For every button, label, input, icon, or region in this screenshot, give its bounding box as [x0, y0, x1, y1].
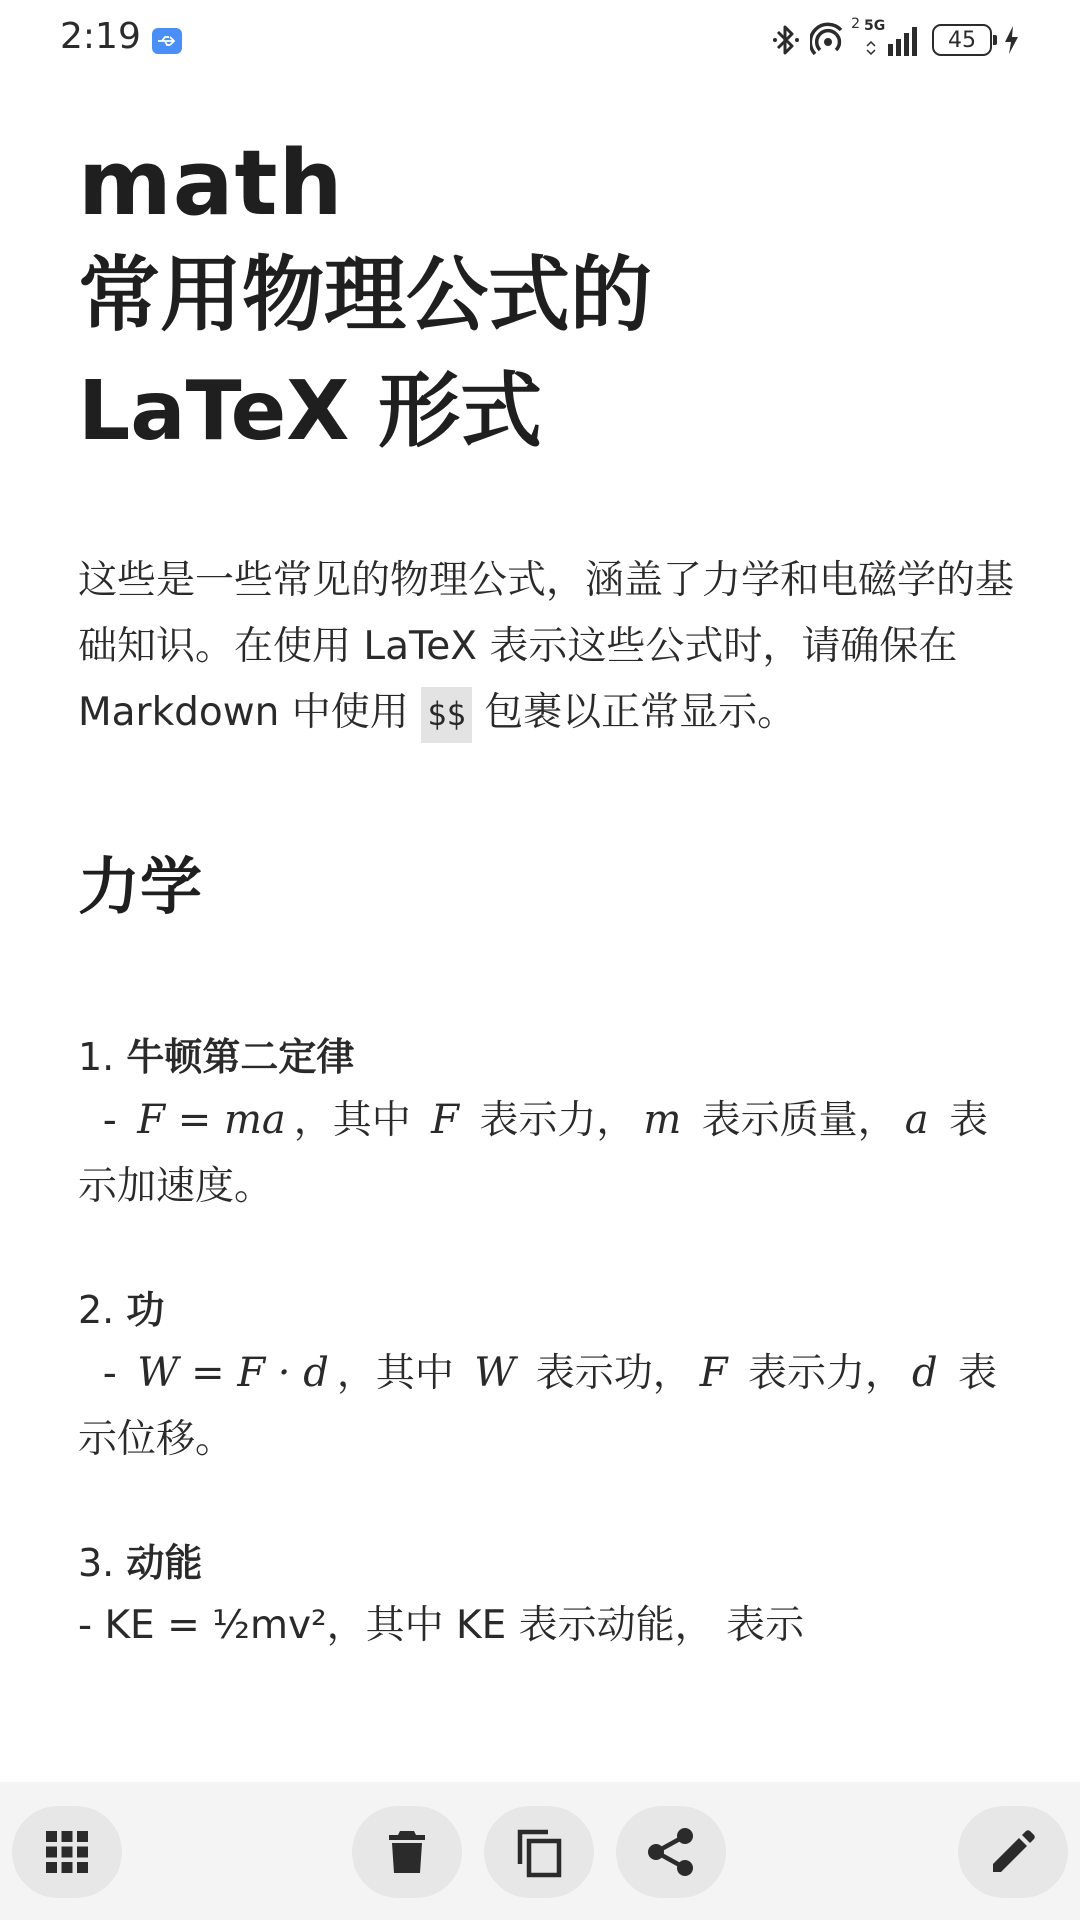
battery-level: 45	[948, 27, 976, 53]
inline-code: $$	[421, 687, 472, 743]
math-variable: a	[904, 1097, 929, 1143]
math-variable: W	[474, 1350, 516, 1396]
apps-button[interactable]	[12, 1806, 122, 1898]
body-text: 表示力，	[735, 1351, 904, 1396]
edit-button[interactable]	[958, 1806, 1068, 1898]
hotspot-count: 2	[851, 16, 860, 32]
list-item-title: 功	[126, 1288, 165, 1332]
body-text: 表示功，	[523, 1351, 692, 1396]
document-content	[78, 110, 1018, 1659]
bottom-toolbar	[0, 1782, 1080, 1920]
list-item	[78, 1027, 1018, 1220]
trash-icon	[387, 1829, 427, 1875]
delete-button[interactable]	[352, 1806, 462, 1898]
formula: W = F · d	[137, 1350, 329, 1396]
list-item-body	[78, 1087, 1018, 1220]
list-item-title: 牛顿第二定律	[126, 1035, 355, 1079]
copy-icon	[514, 1826, 564, 1878]
list-item-title: 动能	[126, 1541, 203, 1585]
body-text: 表示质量，	[689, 1098, 897, 1143]
usb-debugging-icon	[152, 28, 182, 54]
status-time: 2:19	[60, 16, 141, 57]
list-item-body	[78, 1340, 1018, 1473]
formula: F = ma	[137, 1097, 286, 1143]
intro-text-part2: 包裹以正常显示。	[471, 690, 797, 735]
battery-icon	[932, 24, 992, 56]
share-button[interactable]	[616, 1806, 726, 1898]
copy-button[interactable]	[484, 1806, 594, 1898]
section-title-mechanics: 力学	[78, 850, 203, 923]
list-item-heading	[78, 1027, 1018, 1087]
list-item-dash: -	[102, 1351, 130, 1396]
charging-icon	[1002, 24, 1020, 56]
document-title: math	[78, 131, 344, 236]
cellular-signal-icon	[864, 18, 922, 58]
bluetooth-icon	[772, 22, 800, 58]
hotspot-icon	[810, 16, 860, 58]
math-variable: F	[431, 1097, 459, 1143]
list-item-number: 2.	[78, 1288, 115, 1332]
list-item-dash: -	[102, 1098, 130, 1143]
apps-grid-icon	[44, 1829, 90, 1875]
list-item	[78, 1533, 1018, 1659]
list-item-heading	[78, 1533, 1018, 1593]
network-type: 5G	[864, 18, 886, 34]
math-variable: d	[911, 1350, 938, 1396]
share-icon	[645, 1827, 697, 1877]
body-text: ，其中	[336, 1351, 467, 1396]
status-bar	[0, 0, 1080, 80]
list-item-body-partial: - KE = ½mv²，其中 KE 表示动能， 表示	[78, 1603, 805, 1648]
list-item-heading	[78, 1280, 1018, 1340]
intro-text-part1: 这些是一些常见的物理公式，涵盖了力学和电磁学的基础知识。在使用 LaTeX 表示这些公式时，请确保在 Markdown 中使用	[78, 558, 1015, 735]
body-text: 表示力，	[466, 1098, 636, 1143]
intro-paragraph	[78, 548, 1018, 747]
body-text: 表示加速度。	[78, 1098, 988, 1209]
list-item-number: 3.	[78, 1541, 115, 1585]
document-heading: 常用物理公式的 LaTeX 形式	[78, 248, 653, 459]
status-icons	[772, 18, 1020, 62]
math-variable: m	[643, 1097, 682, 1143]
pencil-icon	[989, 1828, 1037, 1876]
list-item-number: 1.	[78, 1035, 115, 1079]
math-variable: F	[699, 1350, 728, 1396]
body-text: 表示位移。	[78, 1351, 997, 1462]
list-item	[78, 1280, 1018, 1473]
body-text: ，其中	[293, 1098, 424, 1143]
